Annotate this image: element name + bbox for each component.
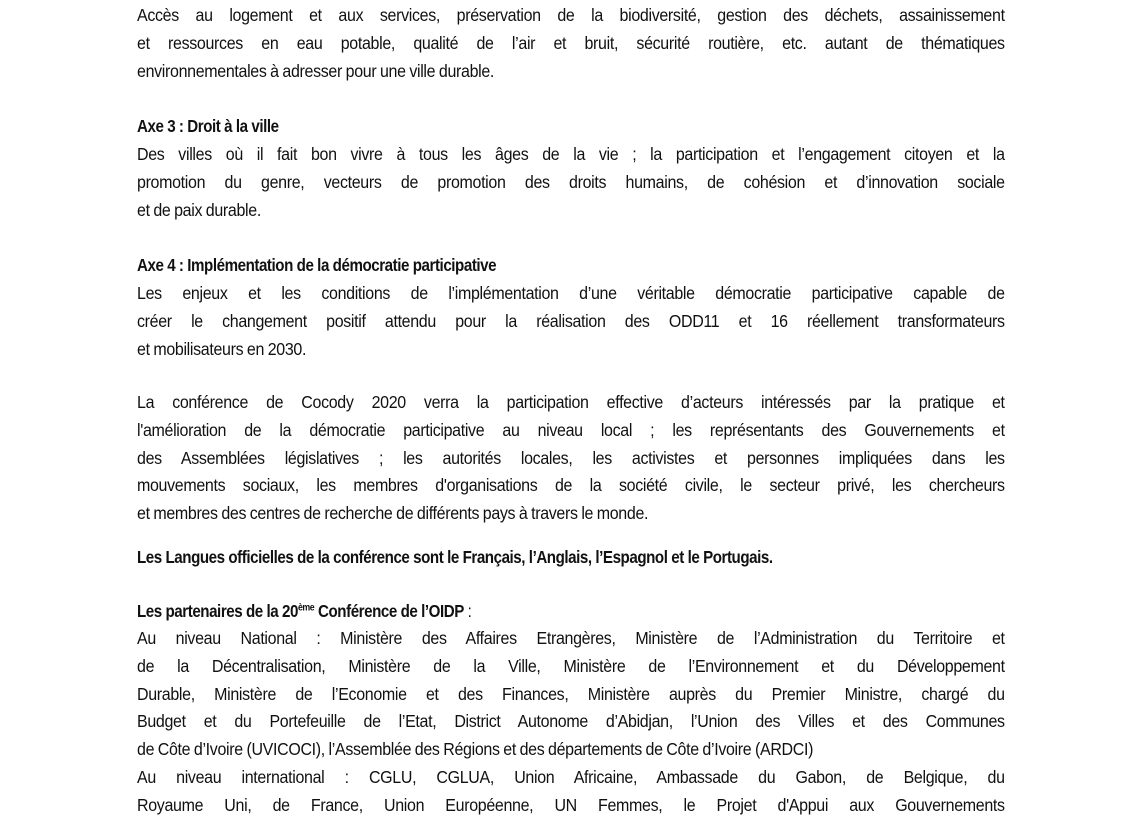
intro-paragraph — [137, 2, 1005, 85]
text-line: et mobilisateurs en 2030. — [137, 338, 307, 359]
text-line: Les enjeux et les conditions de l’implémentation d’une véritable démocratie participative capable de — [137, 283, 1005, 303]
text-line: et membres des centres de recherche de différents pays à travers le monde. — [137, 503, 649, 524]
axe4-heading: Axe 4 : Implémentation de la démocratie participative — [137, 255, 497, 275]
text-line: Des villes où il fait bon vivre à tous les âges de la vie ; la participation et l’engagement citoyen et la — [137, 144, 1005, 164]
partners-paragraph — [137, 625, 1005, 820]
text-line: promotion du genre, vecteurs de promotion des droits humains, de cohésion et d’innovation sociale — [137, 171, 1005, 192]
partners-heading — [137, 598, 471, 626]
partners-heading-suffix: Conférence de l’OIDP — [314, 601, 464, 621]
axe3-paragraph — [137, 141, 1005, 224]
text-line: environnementales à adresser pour une ville durable. — [137, 60, 495, 81]
text-line: Accès au logement et aux services, préservation de la biodiversité, gestion des déchets, assainissement — [137, 5, 1005, 25]
text-line: mouvements sociaux, les membres d'organisations de la société civile, le secteur privé, les chercheurs — [137, 475, 1005, 496]
partners-heading-prefix: Les partenaires de la 20 — [137, 601, 298, 621]
text-line: de la Décentralisation, Ministère de la Ville, Ministère de l’Environnement et du Développement — [137, 655, 1005, 676]
text-line: des Assemblées législatives ; les autorités locales, les activistes et personnes impliquées dans les — [137, 447, 1005, 468]
conference-paragraph — [137, 389, 1005, 528]
text-line: de Côte d’Ivoire (UVICOCI), l’Assemblée des Régions et des départements de Côte d’Ivoire (ARDCI) — [137, 739, 814, 760]
text-line: créer le changement positif attendu pour la réalisation des ODD11 et 16 réellement transformateurs — [137, 310, 1005, 331]
text-line: Budget et du Portefeuille de l’Etat, District Autonome d’Abidjan, l’Union des Villes et des Communes — [137, 711, 1005, 732]
text-line: l'amélioration de la démocratie participative au niveau local ; les représentants des Gouvernements et — [137, 419, 1005, 440]
text-line: Royaume Uni, de France, Union Européenne, UN Femmes, le Projet d'Appui aux Gouvernements — [137, 794, 1005, 815]
text-line: Durable, Ministère de l’Economie et des Finances, Ministère auprès du Premier Ministre, chargé du — [137, 683, 1005, 704]
axe3-heading: Axe 3 : Droit à la ville — [137, 116, 279, 136]
languages-statement: Les Langues officielles de la conférence sont le Français, l’Anglais, l’Espagnol et le Portugais. — [137, 547, 773, 567]
text-line: Au niveau international : CGLU, CGLUA, Union Africaine, Ambassade du Gabon, de Belgique, du — [137, 766, 1005, 787]
partners-heading-colon: : — [463, 601, 472, 621]
text-line: Au niveau National : Ministère des Affaires Etrangères, Ministère de l’Administration du Territoire et — [137, 628, 1005, 648]
partners-heading-sup: ème — [297, 602, 315, 614]
text-line: La conférence de Cocody 2020 verra la participation effective d’acteurs intéressés par la pratique et — [137, 392, 1005, 412]
text-line: et ressources en eau potable, qualité de l’air et bruit, sécurité routière, etc. autant de thématiques — [137, 32, 1005, 53]
axe4-paragraph — [137, 280, 1005, 363]
text-line: et de paix durable. — [137, 199, 261, 220]
